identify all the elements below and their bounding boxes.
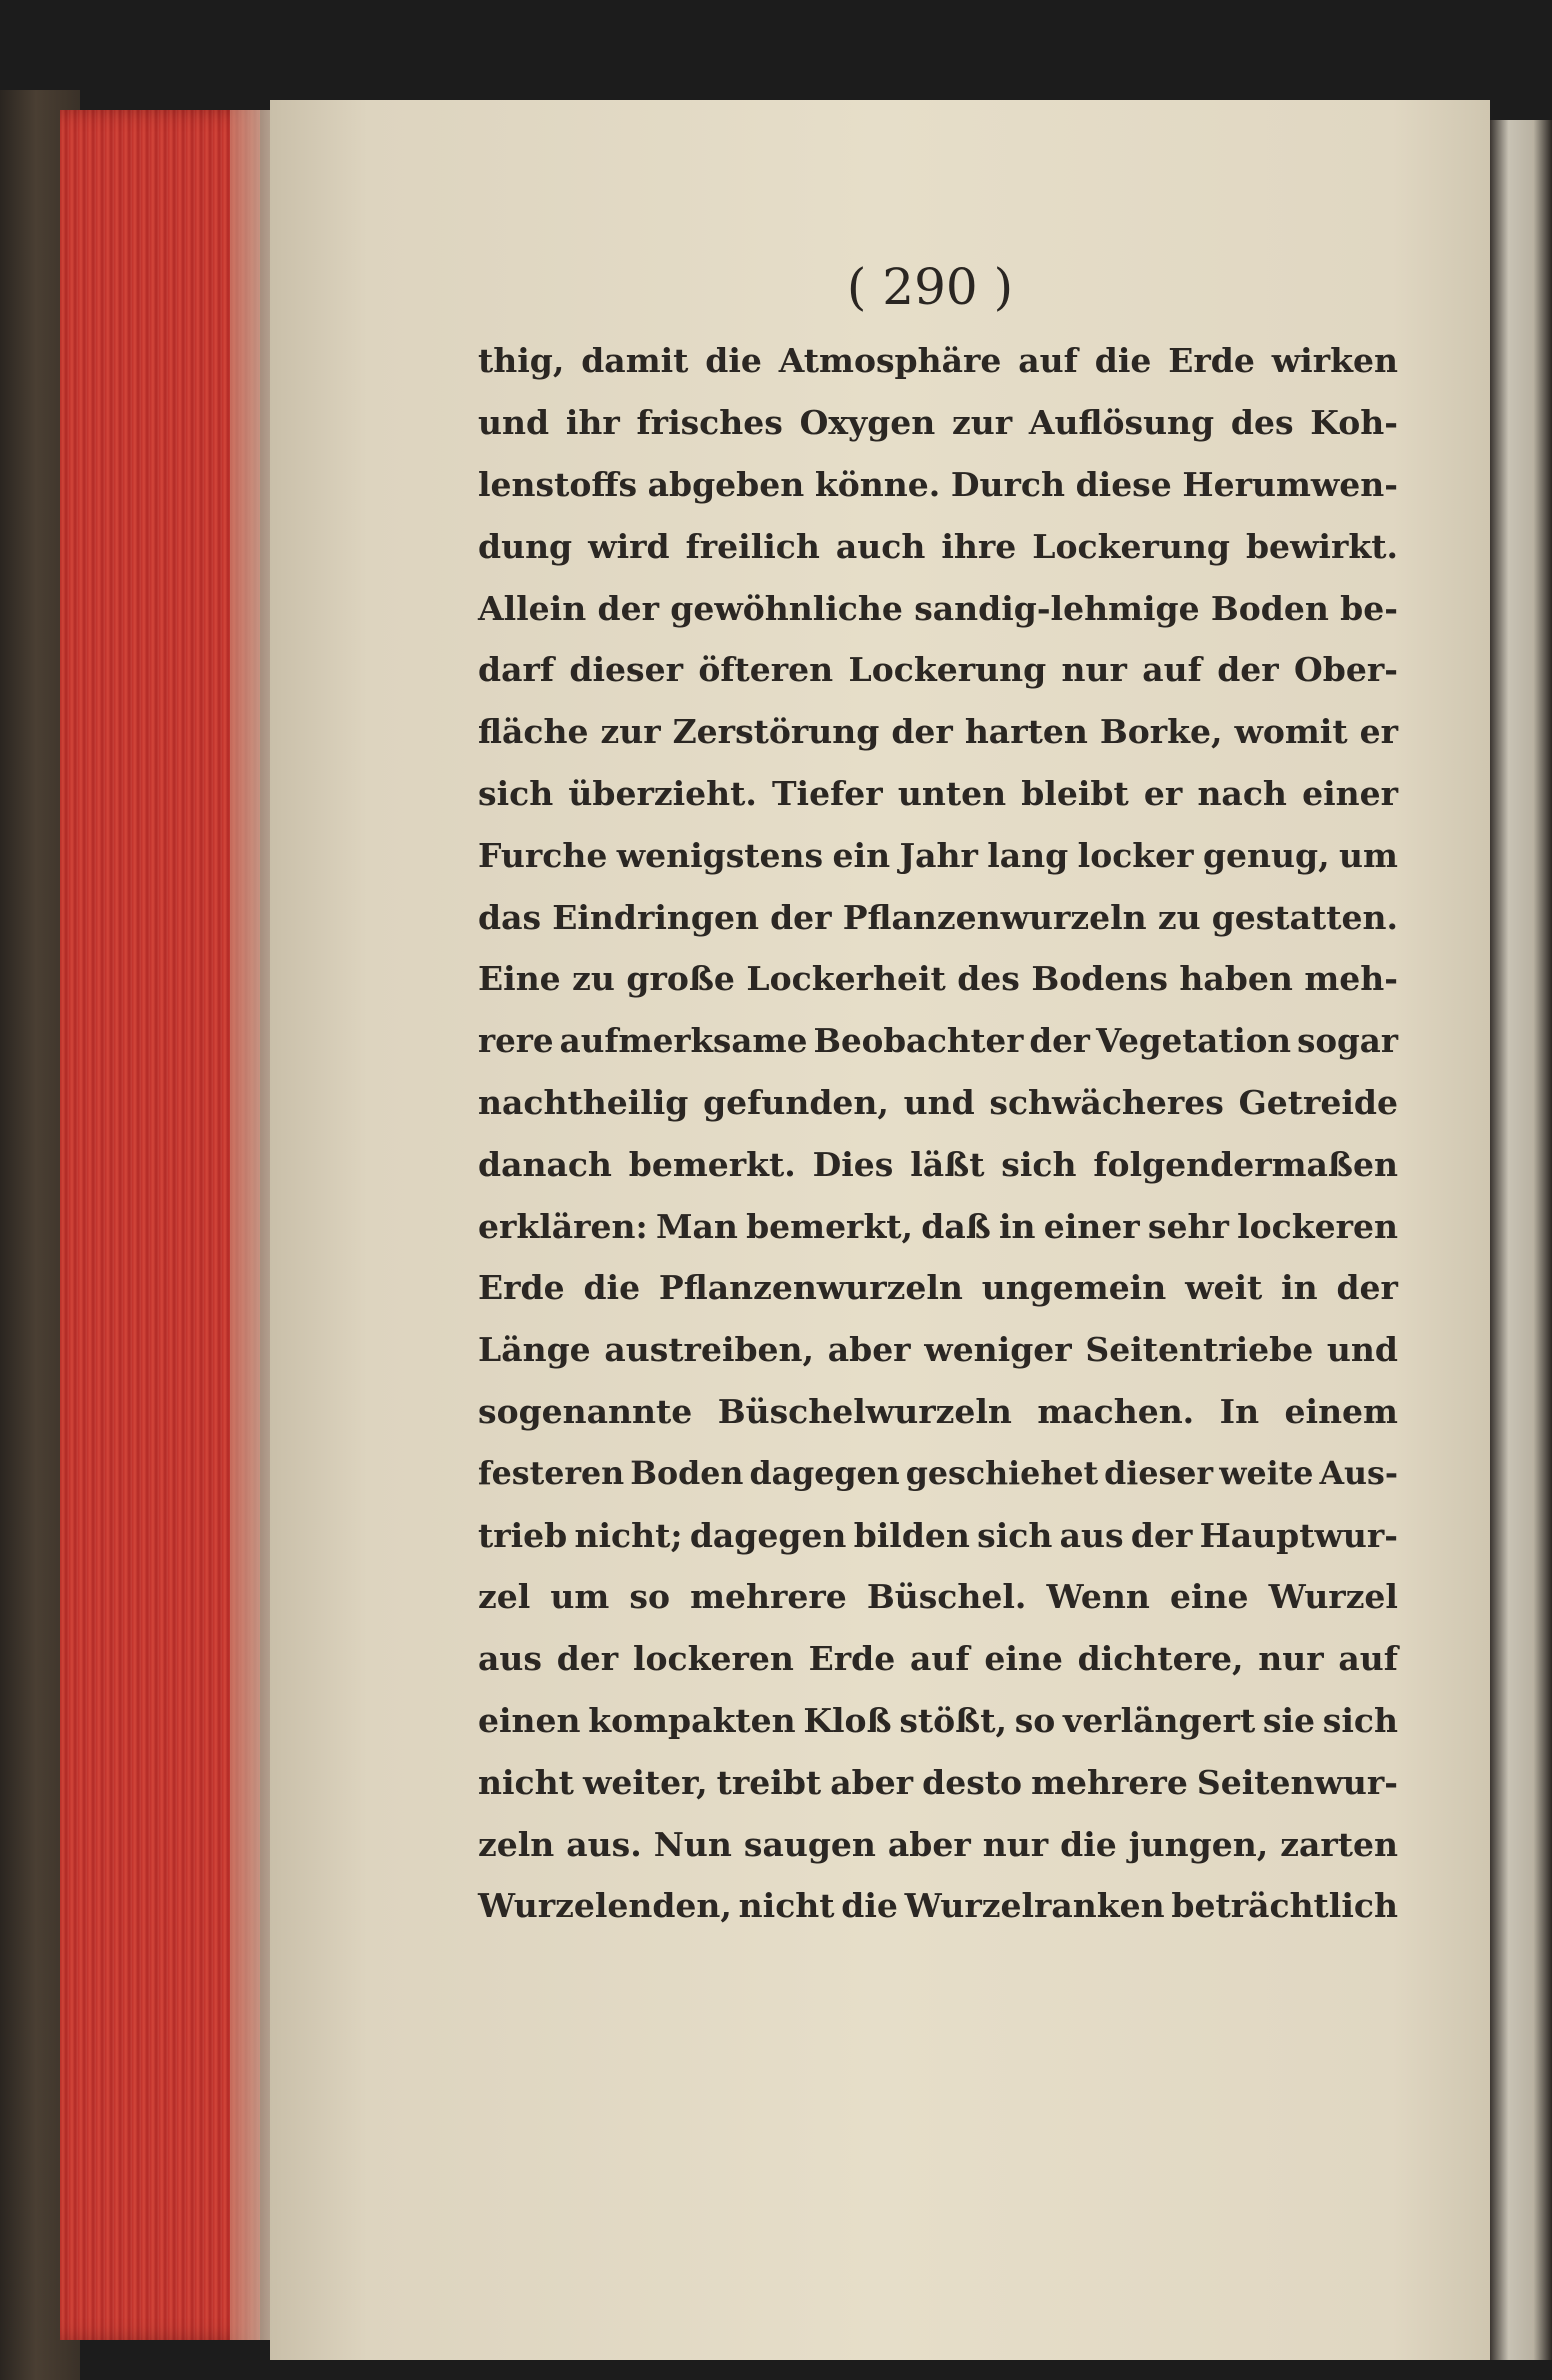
text-line: erklären: Man bemerkt, daß in einer sehr lockeren xyxy=(478,1206,1398,1246)
text-line: das Eindringen der Pflanzenwurzeln zu gestatten. xyxy=(478,897,1398,937)
text-line: rere aufmerksame Beobachter der Vegetation sogar xyxy=(478,1021,1398,1061)
text-line: thig, damit die Atmosphäre auf die Erde wirken xyxy=(478,341,1398,381)
text-line: lenstoffs abgeben könne. Durch diese Herumwen- xyxy=(478,464,1398,504)
text-line: danach bemerkt. Dies läßt sich folgendermaßen xyxy=(478,1144,1398,1184)
opposite-page-strip xyxy=(1490,120,1552,2360)
text-line: Eine zu große Lockerheit des Bodens haben meh- xyxy=(478,959,1398,999)
text-line: einen kompakten Kloß stößt, so verlängert sie sich xyxy=(478,1700,1398,1740)
text-line: sogenannte Büschelwurzeln machen. In einem xyxy=(478,1391,1398,1431)
text-line: Furche wenigstens ein Jahr lang locker genug, um xyxy=(478,835,1398,875)
text-line: nachtheilig gefunden, und schwächeres Getreide xyxy=(478,1082,1398,1122)
text-line: trieb nicht; dagegen bilden sich aus der Hauptwur- xyxy=(478,1515,1398,1555)
text-line: Erde die Pflanzenwurzeln ungemein weit in der xyxy=(478,1268,1398,1308)
text-line: aus der lockeren Erde auf eine dichtere, nur auf xyxy=(478,1639,1398,1679)
text-line: nicht weiter, treibt aber desto mehrere Seitenwur- xyxy=(478,1762,1398,1802)
text-line: fläche zur Zerstörung der harten Borke, womit er xyxy=(478,712,1398,752)
text-line: Länge austreiben, aber weniger Seitentriebe und xyxy=(478,1330,1398,1370)
text-line: zel um so mehrere Büschel. Wenn eine Wurzel xyxy=(478,1577,1398,1617)
text-line: festeren Boden dagegen geschiehet dieser weite Aus- xyxy=(478,1454,1398,1492)
text-line: und ihr frisches Oxygen zur Auflösung des Koh- xyxy=(478,403,1398,443)
text-line: Allein der gewöhnliche sandig-lehmige Boden be- xyxy=(478,588,1398,628)
page-number: ( 290 ) xyxy=(846,258,1014,316)
text-line: sich überzieht. Tiefer unten bleibt er nach einer xyxy=(478,773,1398,813)
body-text xyxy=(478,330,1398,1937)
text-line: darf dieser öfteren Lockerung nur auf der Ober- xyxy=(478,650,1398,690)
text-line: Wurzelenden, nicht die Wurzelranken beträchtlich xyxy=(478,1886,1398,1926)
text-line: dung wird freilich auch ihre Lockerung bewirkt. xyxy=(478,526,1398,566)
text-line: zeln aus. Nun saugen aber nur die jungen, zarten xyxy=(478,1824,1398,1864)
